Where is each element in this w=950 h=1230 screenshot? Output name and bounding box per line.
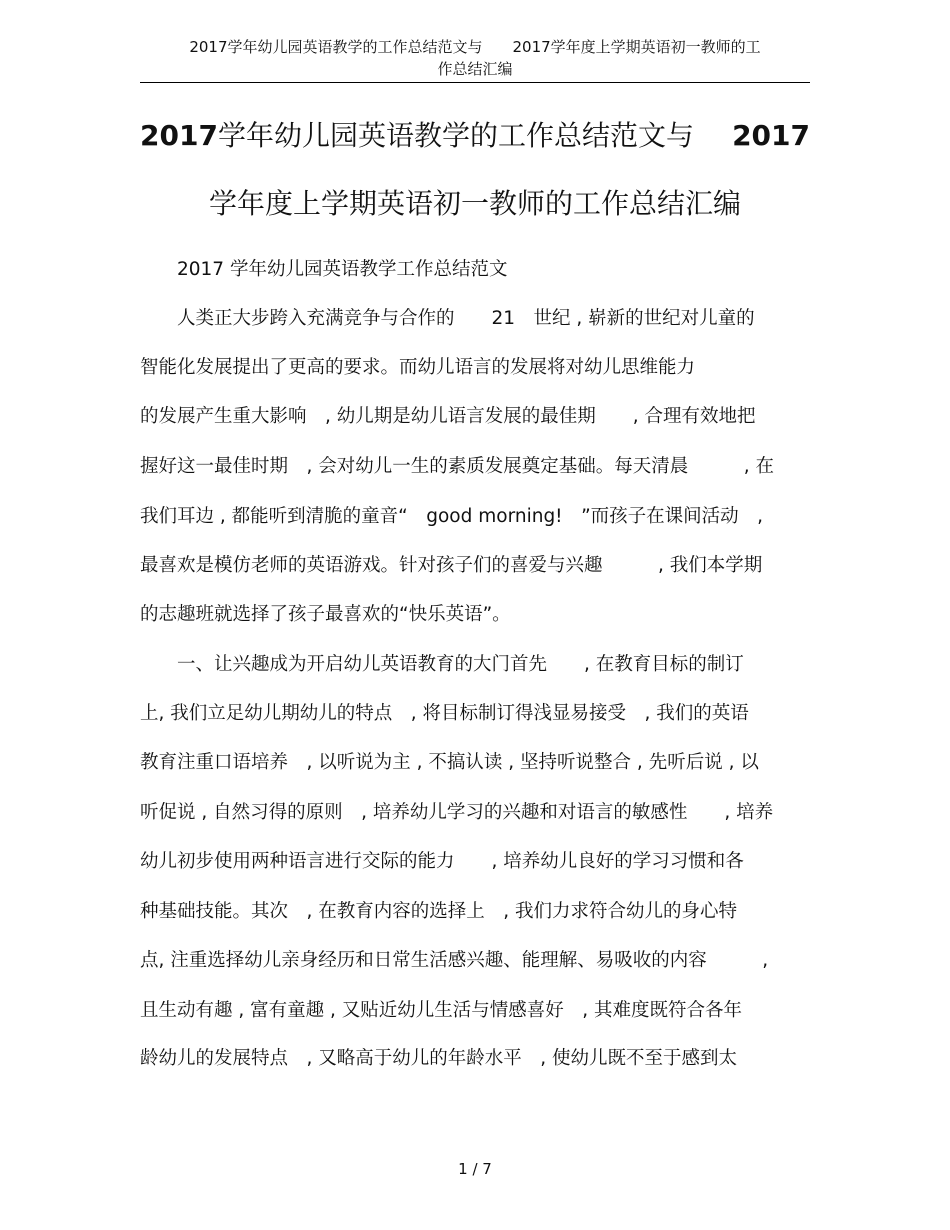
body-line-14: 种基础技能。其次 , 在教育内容的选择上 , 我们力求符合幼儿的身心特 [140, 901, 738, 922]
body-line-12: 听促说 , 自然习得的原则 , 培养幼儿学习的兴趣和对语言的敏感性 , 培养 [140, 802, 774, 823]
body-line-2: 人类正大步跨入充满竞争与合作的 21 世纪 , 崭新的世纪对儿童的 [140, 308, 755, 329]
running-header [140, 36, 810, 80]
body-line-16: 且生动有趣 , 富有童趣 , 又贴近幼儿生活与情感喜好 , 其难度既符合各年 [140, 1000, 743, 1021]
body-line-1: 2017 学年幼儿园英语教学工作总结范文 [140, 259, 508, 280]
body-line-3: 智能化发展提出了更高的要求。而幼儿语言的发展将对幼儿思维能力 [140, 357, 696, 378]
running-header-line-2: 作总结汇编 [437, 60, 513, 78]
body-line-6: 我们耳边 , 都能听到清脆的童音“ good morning! ”而孩子在课间活动 , [140, 506, 764, 527]
running-header-line-1: 2017学年幼儿园英语教学的工作总结范文与 2017学年度上学期英语初一教师的工 [189, 38, 761, 56]
title-text-1: 学年幼儿园英语教学的工作总结范文与 [217, 119, 694, 152]
body-line-5: 握好这一最佳时期 , 会对幼儿一生的素质发展奠定基础。每天清晨 , 在 [140, 456, 775, 477]
title-year-2: 2017 [732, 119, 810, 152]
body-line-10: 上, 我们立足幼儿期幼儿的特点 , 将目标制订得浅显易接受 , 我们的英语 [140, 703, 749, 724]
body-line-9: 一、让兴趣成为开启幼儿英语教育的大门首先 , 在教育目标的制订 [140, 654, 744, 675]
document-title-line-2: 学年度上学期英语初一教师的工作总结汇编 [208, 187, 741, 220]
body-line-13: 幼儿初步使用两种语言进行交际的能力 , 培养幼儿良好的学习习惯和各 [140, 851, 744, 872]
body-line-11: 教育注重口语培养 , 以听说为主 , 不搞认读 , 坚持听说整合 , 先听后说 , 以 [140, 752, 759, 773]
body-line-8: 的志趣班就选择了孩子最喜欢的“快乐英语”。 [140, 604, 511, 625]
body-line-15: 点, 注重选择幼儿亲身经历和日常生活感兴趣、能理解、易吸收的内容 , [140, 950, 769, 971]
body-line-4: 的发展产生重大影响 , 幼儿期是幼儿语言发展的最佳期 , 合理有效地把 [140, 406, 756, 427]
body-line-17: 龄幼儿的发展特点 , 又略高于幼儿的年龄水平 , 使幼儿既不至于感到太 [140, 1048, 738, 1069]
title-year: 2017 [140, 119, 218, 152]
title-line-1-left [140, 116, 694, 156]
header-divider [140, 82, 810, 83]
page-number: 1 / 7 [458, 1160, 492, 1178]
body-line-7: 最喜欢是模仿老师的英语游戏。针对孩子们的喜爱与兴趣 , 我们本学期 [140, 555, 763, 576]
